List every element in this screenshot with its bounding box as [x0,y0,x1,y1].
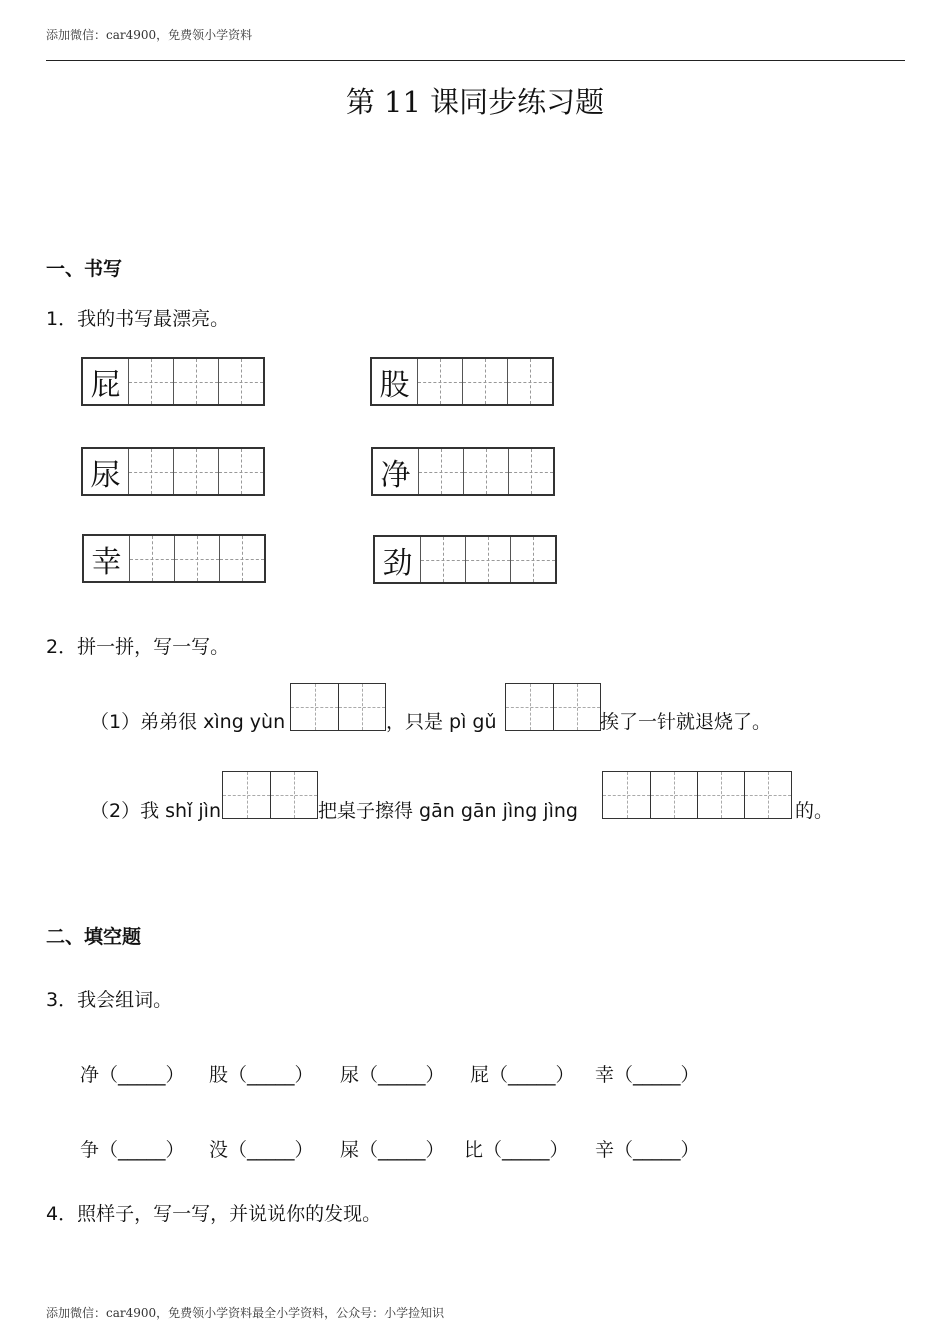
word-item[interactable]: 幸（_____） [595,1064,700,1086]
writing-grid [82,534,266,583]
writing-cell[interactable] [218,449,263,494]
writing-cell[interactable] [507,359,552,404]
writing-cell[interactable] [420,537,465,582]
word-item[interactable]: 净（_____） [80,1064,185,1086]
model-char: 劲 [382,545,413,581]
word-item[interactable]: 股（_____） [209,1064,314,1086]
sentence-2-part-c: 的。 [795,800,834,822]
sentence-2-part-b: 把桌子擦得 gān gān jìng jìng [318,800,578,822]
section-1-title: 一、书写 [46,258,123,280]
sentence-1-part-c: 挨了一针就退烧了。 [600,711,772,733]
question-1-label: 1．我的书写最漂亮。 [46,308,230,330]
model-char: 尿 [90,457,121,493]
answer-box-shijin[interactable] [222,771,318,819]
model-char: 幸 [91,544,122,580]
word-item[interactable]: 辛（_____） [595,1139,700,1161]
model-char: 净 [380,457,411,493]
writing-cell[interactable] [510,537,555,582]
section-2-title: 二、填空题 [46,926,142,948]
question-3-label: 3．我会组词。 [46,989,173,1011]
writing-cell[interactable] [128,449,173,494]
sentence-2-part-a: （2）我 shǐ jìn [90,800,221,822]
header-text: 添加微信：car4900，免费领小学资料 [46,28,253,42]
writing-grid [81,357,265,406]
word-item[interactable]: 比（_____） [464,1139,569,1161]
question-2-label: 2．拼一拼，写一写。 [46,636,230,658]
footer-text: 添加微信：car4900，免费领小学资料最全小学资料，公众号：小学捡知识 [46,1306,445,1320]
writing-grid [373,535,557,584]
model-char: 屁 [90,367,121,403]
word-item[interactable]: 尿（_____） [340,1064,445,1086]
writing-cell[interactable] [463,449,508,494]
writing-grid [370,357,554,406]
answer-box-pigu[interactable] [505,683,601,731]
writing-cell[interactable] [508,449,553,494]
model-char: 股 [379,367,410,403]
writing-cell[interactable] [173,359,218,404]
writing-cell[interactable] [418,449,463,494]
writing-cell[interactable] [173,449,218,494]
answer-box-xingyun[interactable] [290,683,386,731]
writing-grid [371,447,555,496]
writing-cell[interactable] [465,537,510,582]
sentence-1-part-a: （1）弟弟很 xìng yùn [90,711,286,733]
writing-cell[interactable] [128,359,173,404]
writing-grid [81,447,265,496]
word-item[interactable]: 屁（_____） [470,1064,575,1086]
question-4-label: 4．照样子，写一写，并说说你的发现。 [46,1203,382,1225]
word-item[interactable]: 没（_____） [209,1139,314,1161]
writing-cell[interactable] [129,536,174,581]
word-item[interactable]: 屎（_____） [340,1139,445,1161]
writing-cell[interactable] [174,536,219,581]
word-item[interactable]: 争（_____） [80,1139,185,1161]
writing-cell[interactable] [219,536,264,581]
writing-cell[interactable] [462,359,507,404]
writing-cell[interactable] [417,359,462,404]
page-title: 第 11 课同步练习题 [345,85,605,119]
answer-box-ganganjingjing[interactable] [602,771,792,819]
sentence-1-part-b: ，只是 pì gǔ [386,711,497,733]
header-divider [46,60,905,61]
writing-cell[interactable] [218,359,263,404]
